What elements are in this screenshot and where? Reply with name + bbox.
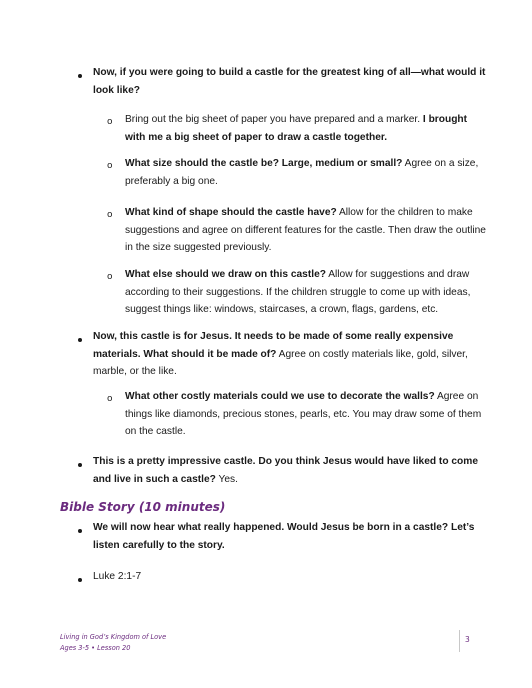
bullet-item-costly-materials (93, 328, 488, 381)
bold-text: Now, if you were going to build a castle for the greatest king of all—what would it look like? (93, 67, 486, 96)
bullet-item-scripture-reference (93, 568, 488, 586)
bold-text: Now, this castle is for Jesus. It needs to be made of some really expensive materials. What should it be made of? (93, 331, 454, 360)
bullet-marker (78, 463, 82, 467)
bullet-marker (78, 338, 82, 342)
bullet-marker (78, 529, 82, 533)
footer-title: Living in God’s Kingdom of Love (60, 633, 167, 641)
bullet-marker (78, 578, 82, 582)
plain-text: Bring out the big sheet of paper you have prepared and a marker. (125, 114, 423, 125)
plain-text: Agree on things like diamonds, precious stones, pearls, etc. You may draw some of them on the castle. (125, 391, 482, 437)
sub-bullet-marker: o (107, 272, 113, 282)
sub-item-castle-shape (125, 204, 490, 257)
plain-text: Luke 2:1-7 (93, 571, 142, 582)
plain-text: Allow for the children to make suggestions and agree on different features for the castle. Then draw the outline in the size suggested previously. (125, 207, 486, 253)
page-footer (60, 632, 166, 653)
footer-divider (459, 630, 460, 652)
bold-text: What else should we draw on this castle? (125, 269, 326, 280)
bold-text: This is a pretty impressive castle. Do you think Jesus would have liked to come and live in such a castle? (93, 456, 478, 485)
plain-text: Agree on costly materials like, gold, silver, marble, or the like. (93, 348, 468, 377)
sub-item-castle-features (125, 266, 490, 319)
sub-bullet-marker: o (107, 161, 113, 171)
page-number: 3 (465, 635, 470, 644)
sub-item-big-sheet (125, 111, 490, 146)
bold-text: What size should the castle be? Large, medium or small? (125, 158, 403, 169)
bold-text: What kind of shape should the castle have? (125, 207, 337, 218)
sub-bullet-marker: o (107, 210, 113, 220)
bullet-item-castle-question (93, 64, 488, 99)
sub-item-wall-decorations (125, 388, 490, 441)
footer-subtitle: Ages 3-5 • Lesson 20 (60, 643, 131, 652)
plain-text: Agree on a size, preferably a big one. (125, 158, 479, 187)
bold-text: What other costly materials could we use to decorate the walls? (125, 391, 435, 402)
plain-text: Allow for suggestions and draw according to their suggestions. If the children struggle to come up with ideas, suggest things like: windows, staircases, a crown, flags, gardens, etc. (125, 269, 471, 315)
plain-text: Yes. (215, 473, 238, 485)
bullet-item-story-intro (93, 519, 488, 554)
bold-text: I brought with me a big sheet of paper to draw a castle together. (125, 114, 468, 143)
section-heading-bible-story: Bible Story (10 minutes) (60, 500, 226, 514)
bold-text: We will now hear what really happened. Would Jesus be born in a castle? Let’s listen carefully to the story. (93, 522, 475, 551)
bullet-marker (78, 74, 82, 78)
sub-item-castle-size (125, 155, 490, 190)
sub-bullet-marker: o (107, 117, 113, 127)
sub-bullet-marker: o (107, 394, 113, 404)
bullet-item-impressive-castle (93, 453, 488, 488)
